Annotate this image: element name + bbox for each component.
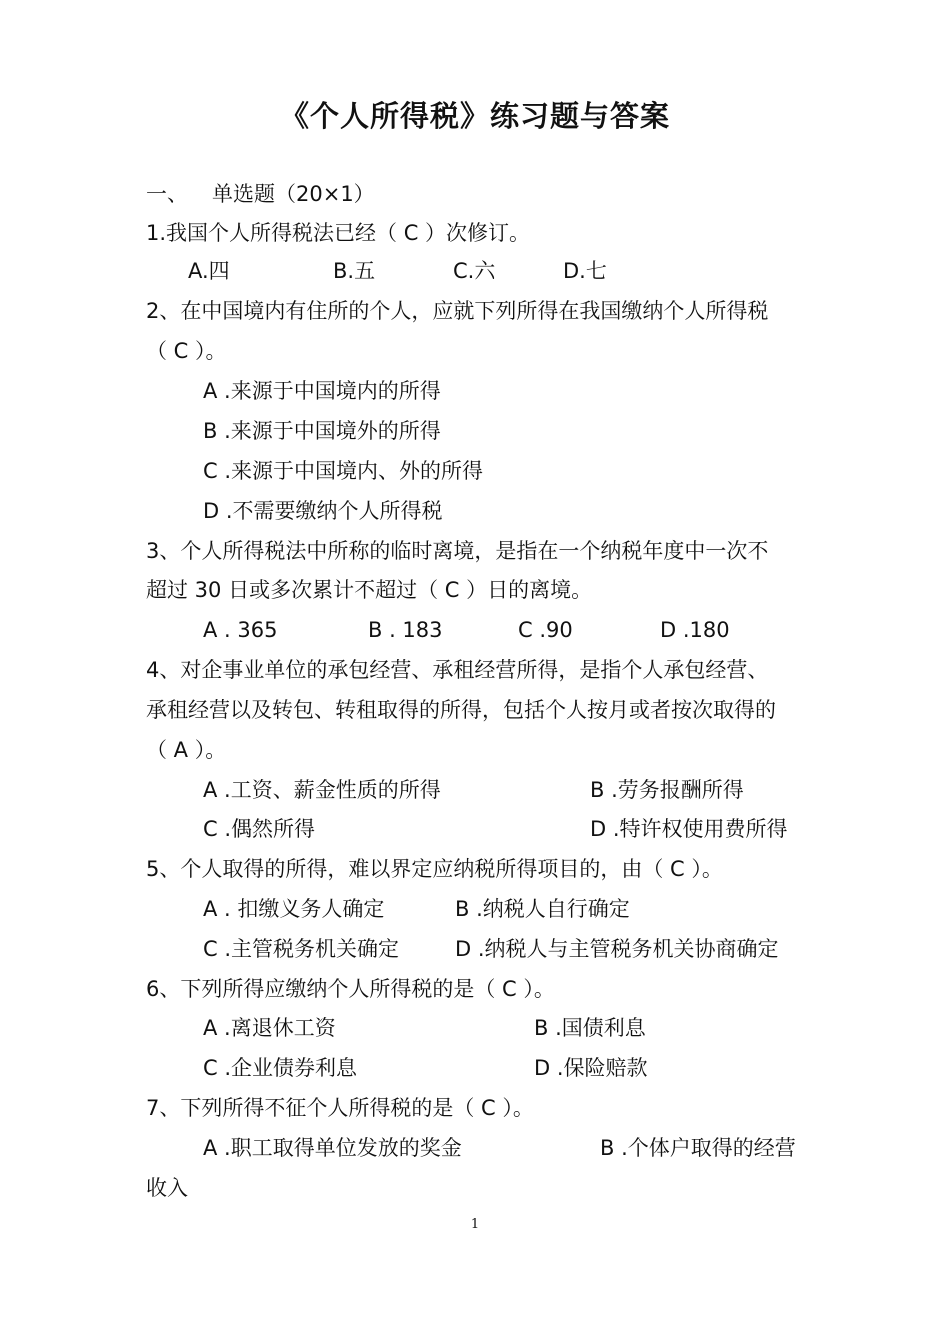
question-3-option-c: C .90 [518,618,573,642]
document-title: 《个人所得税》练习题与答案 [279,99,670,133]
question-7-option-a: A .职工取得单位发放的奖金 [203,1136,462,1160]
question-2-option-d: D .不需要缴纳个人所得税 [203,499,443,523]
question-7-text: 7、下列所得不征个人所得税的是（ C ）。 [146,1096,534,1120]
question-4-option-d: D .特许权使用费所得 [590,817,788,841]
question-2-option-a: A .来源于中国境内的所得 [203,379,441,403]
question-5-option-b: B .纳税人自行确定 [455,897,630,921]
question-4-text-line-3: （ A ）。 [146,738,227,762]
question-3-option-a: A . 365 [203,618,278,642]
question-4-option-b: B .劳务报酬所得 [590,778,744,802]
question-4-text-line-2: 承租经营以及转包、转租取得的所得，包括个人按月或者按次取得的 [146,698,776,722]
question-5-option-c: C .主管税务机关确定 [203,937,400,961]
question-2-option-b: B .来源于中国境外的所得 [203,419,441,443]
question-2-option-c: C .来源于中国境内、外的所得 [203,459,484,483]
question-3-text-line-1: 3、个人所得税法中所称的临时离境，是指在一个纳税年度中一次不 [146,539,769,563]
question-6-option-a: A .离退休工资 [203,1016,336,1040]
question-3-text-line-2: 超过 30 日或多次累计不超过（ C ）日的离境。 [146,578,593,602]
question-7-option-b: B .个体户取得的经营 [600,1136,796,1160]
question-2-text-line-2: （ C ）。 [146,339,227,363]
question-3-option-d: D .180 [660,618,730,642]
question-7-option-b-continuation: 收入 [146,1176,188,1200]
question-6-option-c: C .企业债券利息 [203,1056,358,1080]
section-heading: 单选题（20×1） [212,182,375,206]
question-1-option-c: C.六 [453,259,496,283]
question-6-text: 6、下列所得应缴纳个人所得税的是（ C ）。 [146,977,555,1001]
question-4-option-a: A .工资、薪金性质的所得 [203,778,441,802]
question-2-text-line-1: 2、在中国境内有住所的个人，应就下列所得在我国缴纳个人所得税 [146,299,769,323]
question-1-option-b: B.五 [333,259,376,283]
question-5-text: 5、个人取得的所得，难以界定应纳税所得项目的，由（ C ）。 [146,857,723,881]
question-1-option-a: A.四 [188,259,230,283]
page-number: 1 [470,1217,480,1232]
question-5-option-a: A . 扣缴义务人确定 [203,897,385,921]
question-3-option-b: B . 183 [368,618,443,642]
question-6-option-d: D .保险赔款 [534,1056,648,1080]
question-1-text: 1.我国个人所得税法已经（ C ）次修订。 [146,221,531,245]
question-4-option-c: C .偶然所得 [203,817,316,841]
section-number: 一、 [146,182,188,206]
question-4-text-line-1: 4、对企事业单位的承包经营、承租经营所得，是指个人承包经营、 [146,658,769,682]
question-5-option-d: D .纳税人与主管税务机关协商确定 [455,937,779,961]
question-1-option-d: D.七 [563,259,607,283]
question-6-option-b: B .国债利息 [534,1016,646,1040]
